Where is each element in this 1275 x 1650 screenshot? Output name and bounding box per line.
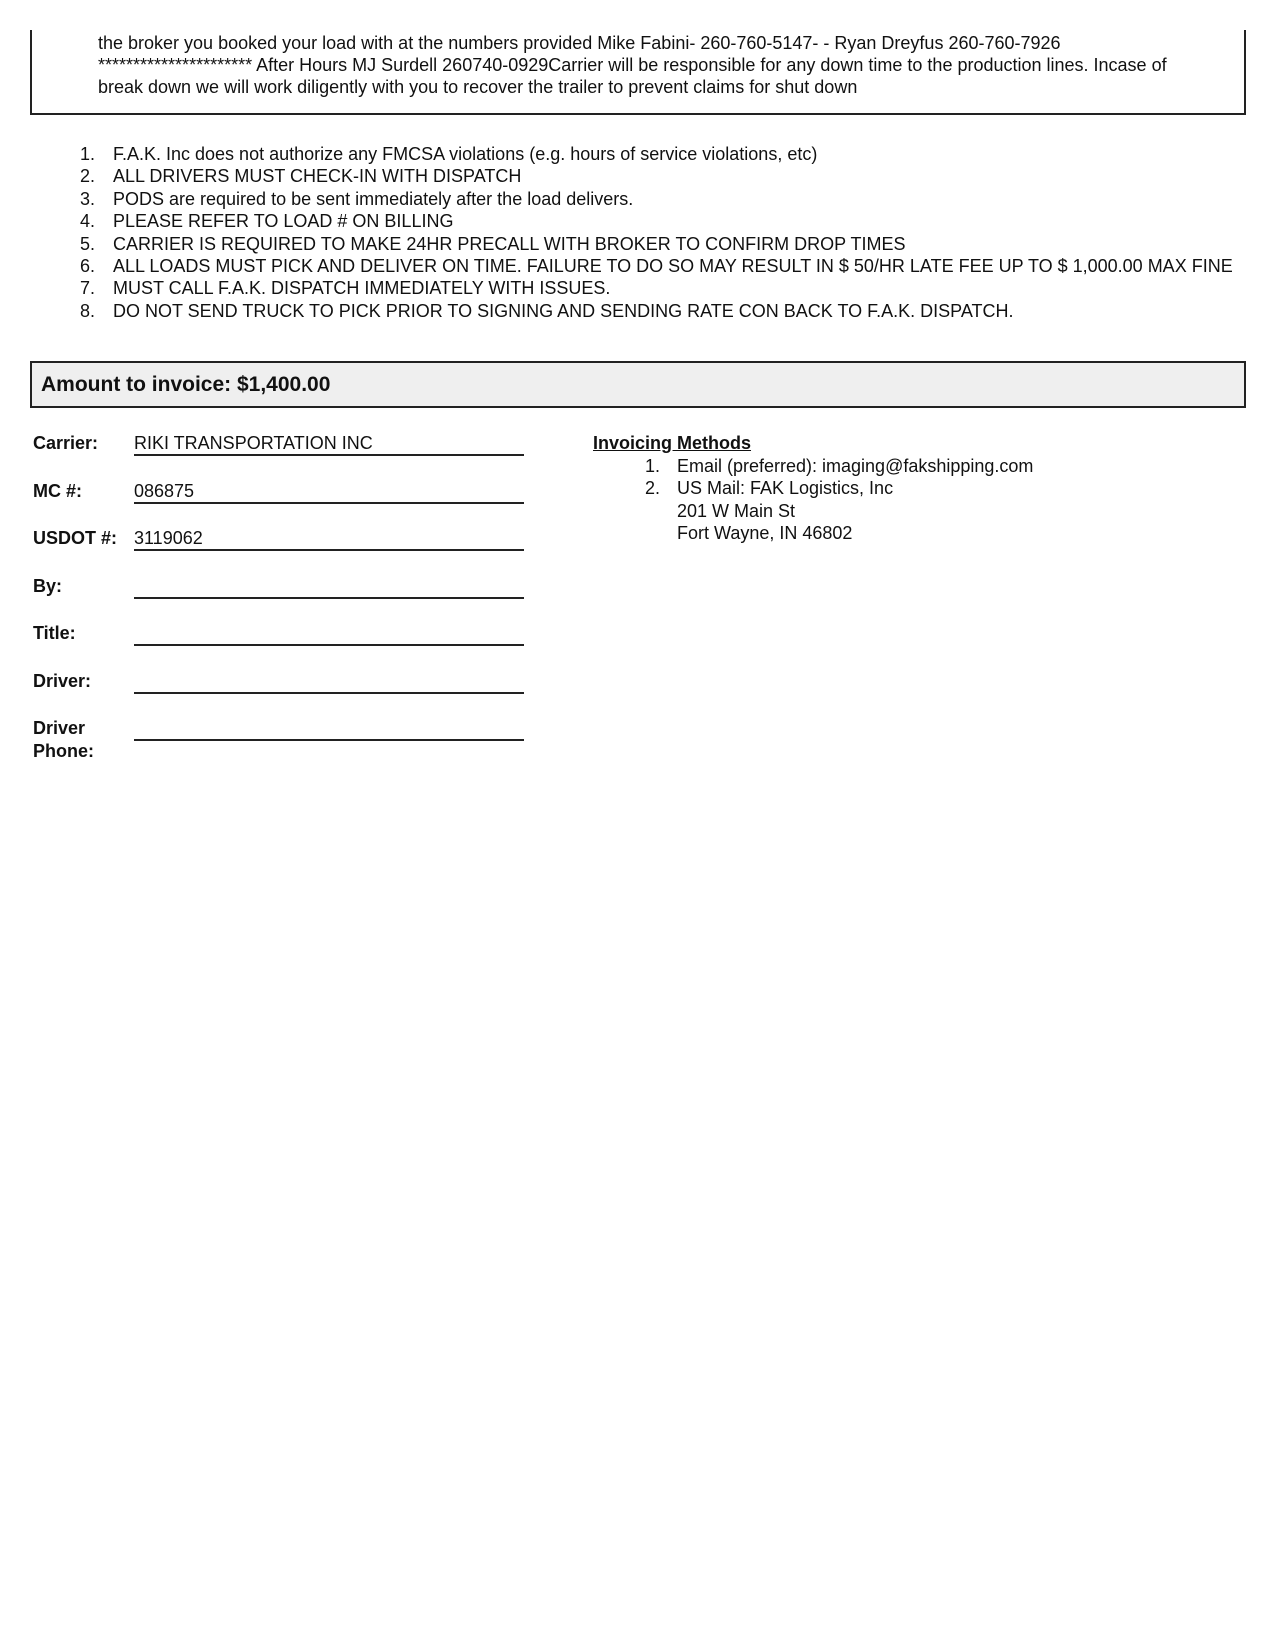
rule-item	[80, 210, 1250, 232]
driver-phone-label-line: Phone:	[33, 741, 94, 761]
rule-text: ALL DRIVERS MUST CHECK-IN WITH DISPATCH	[113, 166, 522, 187]
mc-label: MC #:	[33, 481, 82, 501]
notes-box	[30, 30, 1246, 115]
rule-item	[80, 233, 1250, 255]
invoicing-email: Email (preferred): imaging@fakshipping.com	[677, 455, 1034, 476]
rule-number: 4.	[80, 211, 96, 232]
invoicing-item	[593, 455, 1193, 478]
invoicing-methods	[593, 432, 1193, 545]
rule-item	[80, 255, 1250, 277]
amount-to-invoice: Amount to invoice: $1,400.00	[30, 361, 1246, 408]
rule-text: ALL LOADS MUST PICK AND DELIVER ON TIME. FAILURE TO DO SO MAY RESULT IN $ 50/HR LATE FEE UP TO $ 1,000.00 MAX FINE	[113, 256, 1233, 277]
rule-item	[80, 143, 1250, 165]
rule-item	[80, 165, 1250, 187]
invoicing-number: 1.	[645, 455, 661, 476]
usdot-label: USDOT #:	[33, 528, 118, 548]
carrier-label: Carrier:	[33, 433, 99, 453]
rule-text: F.A.K. Inc does not authorize any FMCSA violations (e.g. hours of service violations, etc)	[113, 144, 818, 164]
driver-phone-line[interactable]	[134, 717, 524, 741]
mc-value[interactable]: 086875	[134, 480, 524, 504]
by-signature-line[interactable]	[134, 575, 524, 599]
by-label: By:	[33, 576, 63, 596]
rule-item	[80, 277, 1250, 299]
rules-list	[80, 143, 1250, 322]
rule-number: 2.	[80, 166, 96, 187]
invoicing-number: 2.	[645, 478, 661, 498]
rule-number: 7.	[80, 278, 96, 299]
carrier-value[interactable]: RIKI TRANSPORTATION INC	[134, 432, 524, 456]
rule-number: 3.	[80, 188, 96, 209]
rule-text: CARRIER IS REQUIRED TO MAKE 24HR PRECALL WITH BROKER TO CONFIRM DROP TIMES	[113, 233, 906, 254]
invoicing-heading: Invoicing Methods	[593, 433, 752, 453]
notes-line: ********************** After Hours MJ Surdell 260740-0929Carrier will be responsible for any down time to the production lines. Incase of	[98, 55, 1167, 75]
invoicing-list	[593, 455, 1193, 545]
rule-text: PODS are required to be sent immediately after the load delivers.	[113, 188, 634, 209]
driver-line[interactable]	[134, 670, 524, 694]
title-line[interactable]	[134, 622, 524, 646]
invoicing-mail-line: 201 W Main St	[677, 500, 796, 521]
rule-number: 8.	[80, 300, 96, 321]
rule-text: PLEASE REFER TO LOAD # ON BILLING	[113, 211, 454, 232]
rule-item	[80, 300, 1250, 322]
driver-phone-label-line: Driver	[33, 718, 86, 738]
rule-text: MUST CALL F.A.K. DISPATCH IMMEDIATELY WITH ISSUES.	[113, 278, 611, 299]
notes-line: the broker you booked your load with at the numbers provided Mike Fabini- 260-760-5147- - Ryan Dreyfus 260-760-7926	[98, 33, 1061, 53]
rule-number: 6.	[80, 256, 96, 277]
rule-text: DO NOT SEND TRUCK TO PICK PRIOR TO SIGNING AND SENDING RATE CON BACK TO F.A.K. DISPATCH.	[113, 300, 1014, 321]
notes-line: break down we will work diligently with you to recover the trailer to prevent claims for shut down	[98, 77, 858, 97]
invoicing-mail-line: Fort Wayne, IN 46802	[677, 523, 853, 543]
invoicing-item	[593, 477, 1193, 545]
driver-label: Driver:	[33, 671, 92, 691]
rule-number: 1.	[80, 144, 96, 164]
invoicing-mail-line: US Mail: FAK Logistics, Inc	[677, 478, 894, 498]
rule-item	[80, 188, 1250, 210]
rule-number: 5.	[80, 233, 96, 254]
title-label: Title:	[33, 623, 76, 643]
driver-phone-label	[33, 717, 94, 763]
usdot-value[interactable]: 3119062	[134, 527, 524, 551]
